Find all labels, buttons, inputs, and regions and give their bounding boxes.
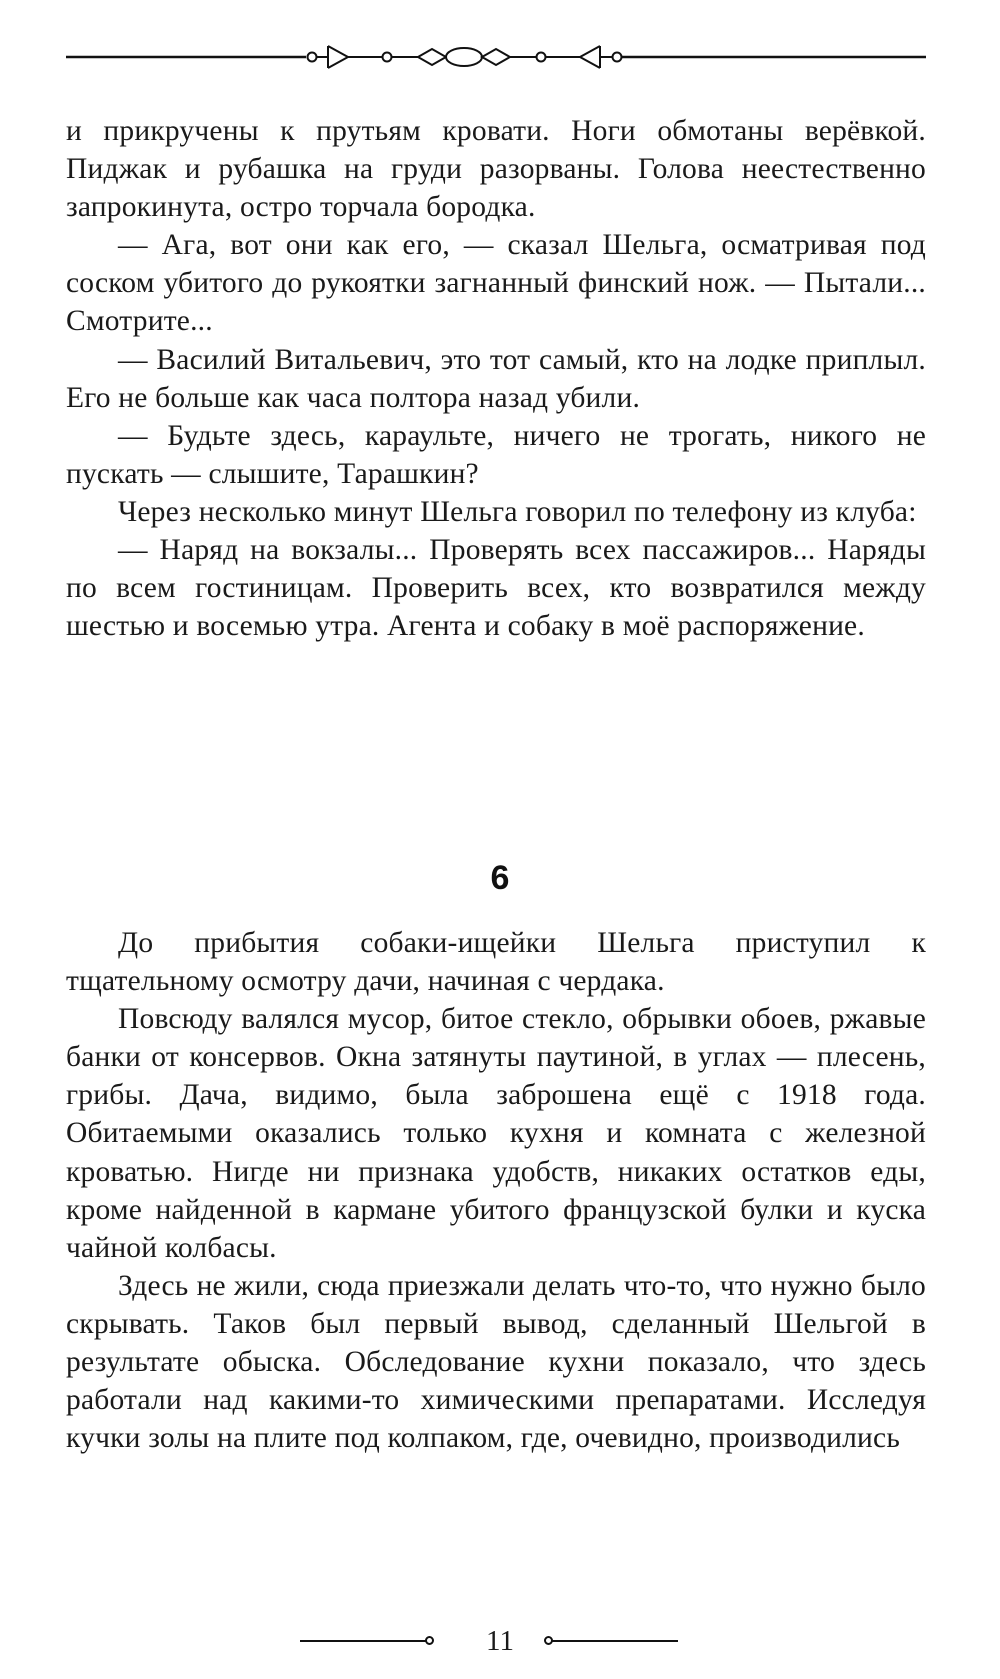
ornament-arrow-left xyxy=(328,46,348,68)
footer-rule-right xyxy=(552,1640,678,1642)
paragraph: — Будьте здесь, караульте, ничего не трогать, никого не пускать — слышите, Тарашкин? xyxy=(66,419,926,490)
paragraph: Повсюду валялся мусор, битое стекло, обрывки обоев, ржавые банки от консервов. Окна затянуты паутиной, в углах — плесень, грибы. Дача, видимо, была заброшена ещё с 1918 года. Обитаемыми оказались только кухня и комната с железной кроватью. Нигде ни признака удобств, никаких остатков еды, кроме найденной в кармане убитого французской булки и куска чайной колбасы. xyxy=(66,1003,926,1264)
text-block-top xyxy=(66,112,926,645)
paragraph: Через несколько минут Шельга говорил по телефону из клуба: xyxy=(118,495,917,528)
ornament-center-oval xyxy=(446,48,482,66)
page-footer xyxy=(0,1622,1000,1662)
footer-rule-left xyxy=(300,1640,428,1642)
text-block-bottom xyxy=(66,924,926,1457)
ornament-dot xyxy=(613,53,622,62)
paragraph: — Наряд на вокзалы... Проверять всех пассажиров... Наряды по всем гостиницам. Проверить всех, кто возвратился между шестью и восемью утра. Агента и собаку в моё распоряжение. xyxy=(66,534,926,643)
ornament-diamond xyxy=(418,49,446,65)
ornament-diamond xyxy=(482,49,510,65)
footer-dot-left xyxy=(425,1636,434,1645)
chapter-number: 6 xyxy=(490,859,510,897)
paragraph: — Ага, вот они как его, — сказал Шельга, осматривая под соском убитого до рукоятки загнанный финский нож. — Пытали... Смотрите... xyxy=(66,229,926,338)
paragraph: До прибытия собаки-ищейки Шельга приступил к тщательному осмотру дачи, начиная с чердака. xyxy=(66,927,926,998)
ornament-dot xyxy=(383,53,392,62)
ornament-dot xyxy=(537,53,546,62)
paragraph: и прикручены к прутьям кровати. Ноги обмотаны верёвкой. Пиджак и рубашка на груди разорваны. Голова неестественно запрокинута, остро торчала бородка. xyxy=(66,115,926,224)
ornament-arrow-right xyxy=(580,46,600,68)
paragraph: Здесь не жили, сюда приезжали делать что-то, что нужно было скрывать. Таков был первый вывод, сделанный Шельгой в результате обыска. Обследование кухни показало, что здесь работали над какими-то химическими препаратами. Исследуя кучки золы на плите под колпаком, где, очевидно, производились xyxy=(66,1269,926,1455)
decorative-header-ornament xyxy=(66,38,926,78)
paragraph: — Василий Витальевич, это тот самый, кто на лодке приплыл. Его не больше как часа полтора назад убили. xyxy=(66,343,926,414)
page-number: 11 xyxy=(486,1625,514,1657)
ornament-dot xyxy=(308,53,317,62)
